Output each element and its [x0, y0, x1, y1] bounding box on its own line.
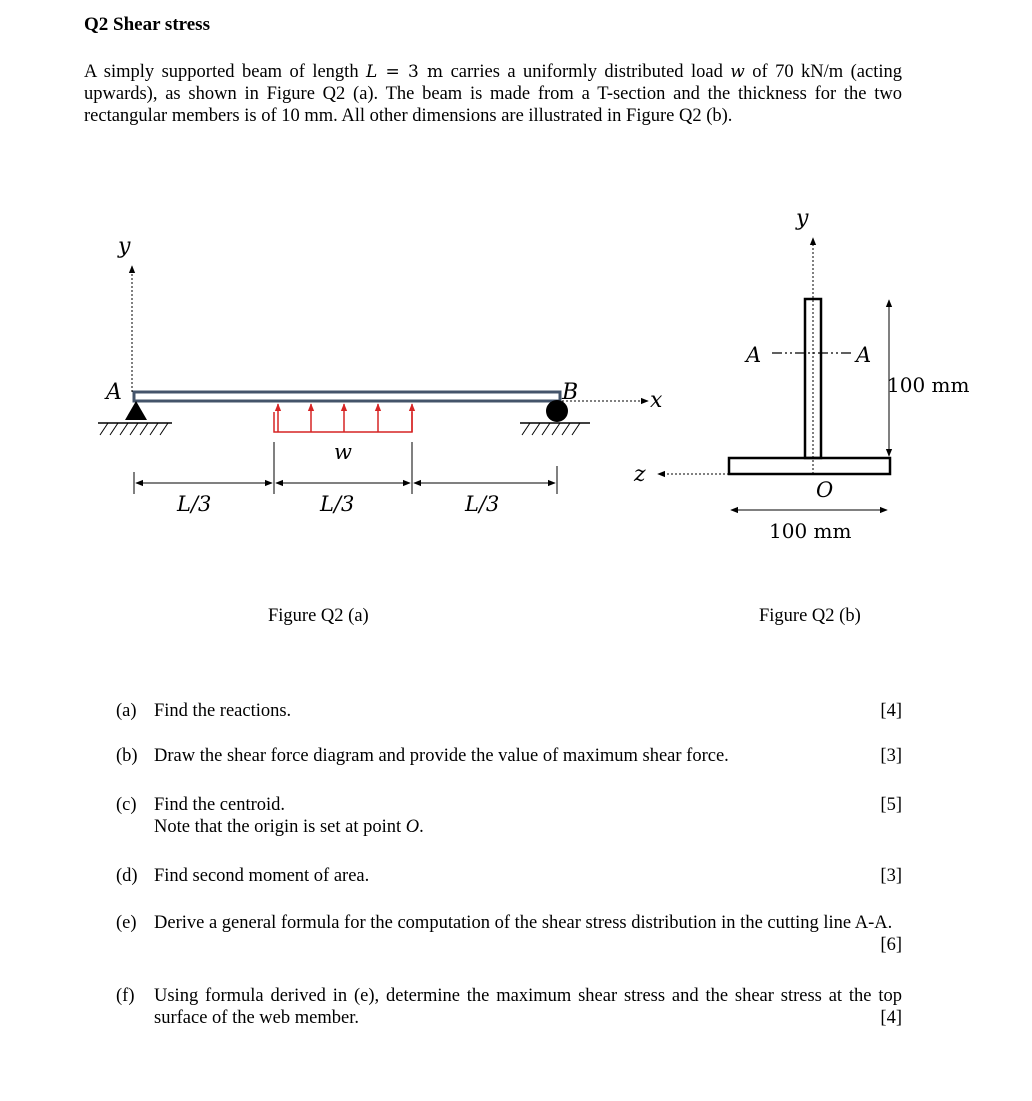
figure-b-caption: Figure Q2 (b)	[759, 606, 861, 626]
marks-a: [4]	[880, 701, 902, 721]
figure-b	[633, 206, 969, 543]
question-a: (a) Find the reactions. [4]	[116, 701, 902, 721]
support-a-label: A	[106, 380, 122, 405]
t-section-web	[805, 299, 821, 458]
span-2-label: L/3	[320, 492, 355, 516]
roller-support-b	[520, 400, 590, 435]
span-3-label: L/3	[465, 492, 500, 516]
origin-label: O	[816, 478, 834, 502]
point-o: O	[405, 817, 420, 837]
problem-statement: A simply supported beam of length L = 3 m carries a uniformly distributed load w of 70 kN/m (acting upwards), as shown in Figure Q2 (a). The beam is made from a T-section and the thickness for the two rectangular members is of 10 mm. All other dimensions are illustrated in Figure Q2 (b).	[84, 62, 902, 126]
fig-b-y-label: y	[796, 206, 809, 231]
support-b-label: B	[562, 380, 579, 405]
figure-a	[98, 234, 663, 516]
question-f: (f) Using formula derived in (e), determine the maximum shear stress and the shear stress at the top surface of the web member. [4]	[116, 986, 902, 1028]
span-1-label: L/3	[177, 492, 212, 516]
marks-b: [3]	[880, 746, 902, 766]
marks-e: [6]	[880, 935, 902, 955]
distributed-load	[274, 404, 412, 432]
fig-b-z-label: z	[634, 462, 646, 487]
question-b: (b) Draw the shear force diagram and provide the value of maximum shear force. [3]	[116, 746, 902, 766]
figure-a-caption: Figure Q2 (a)	[268, 606, 369, 626]
marks-f: [4]	[880, 1008, 902, 1028]
width-dim-label: 100 mm	[769, 519, 852, 543]
pin-support-a	[98, 401, 172, 435]
height-dim-label: 100 mm	[887, 373, 970, 397]
cut-label-left: A	[746, 343, 762, 367]
beam	[134, 392, 560, 401]
cut-label-right: A	[856, 343, 872, 367]
fig-a-x-label: x	[650, 388, 663, 413]
load-symbol: w	[730, 62, 745, 82]
marks-d: [3]	[880, 866, 902, 886]
question-heading: Q2 Shear stress	[84, 14, 210, 35]
length-symbol: L	[366, 62, 378, 82]
question-e: (e) Derive a general formula for the computation of the shear stress distribution in the cutting line A-A. [6]	[116, 913, 902, 955]
question-c: (c) Find the centroid. Note that the origin is set at point O. [5]	[116, 795, 902, 837]
load-label: w	[334, 440, 352, 464]
question-d: (d) Find second moment of area. [3]	[116, 866, 902, 886]
fig-a-y-label: y	[118, 234, 131, 259]
t-section-flange	[729, 458, 890, 474]
marks-c: [5]	[880, 795, 902, 815]
